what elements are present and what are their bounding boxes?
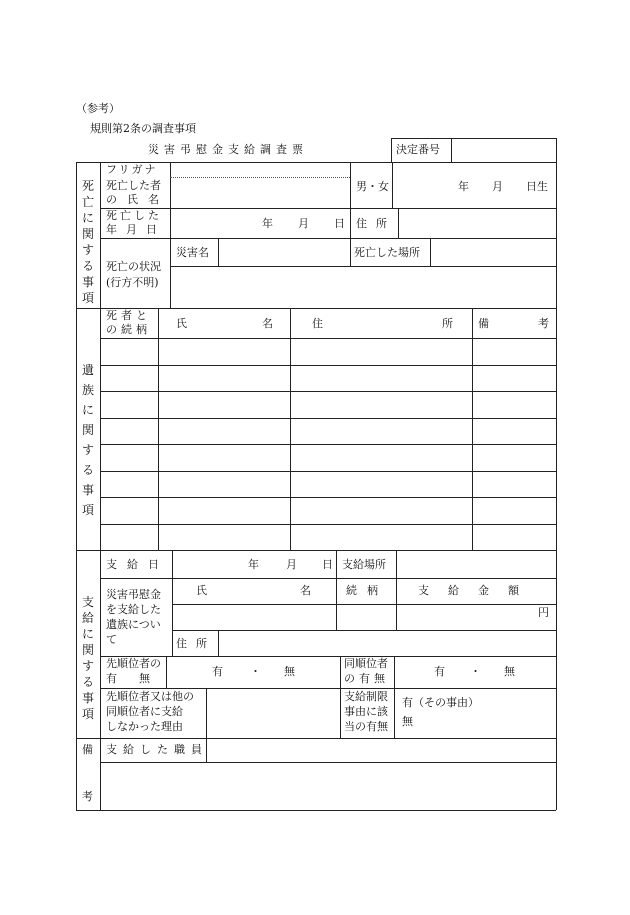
address-field[interactable] — [399, 209, 555, 237]
prior-no[interactable]: 無 — [284, 665, 295, 678]
remarks-field[interactable] — [101, 763, 555, 809]
reference-note: （参考） — [76, 102, 120, 115]
remarks-label-b: 考 — [82, 790, 93, 803]
birth-day-label: 日生 — [526, 180, 548, 193]
recipient-label: 災害弔慰金 — [106, 588, 161, 601]
same-rank-label-2: の有無 — [344, 672, 389, 685]
name-header-b: 名 — [262, 317, 273, 330]
recipient-address-label: 住所 — [176, 637, 216, 650]
recipient-name-b: 名 — [300, 584, 311, 597]
same-no[interactable]: 無 — [504, 665, 515, 678]
table-left — [76, 162, 77, 810]
remarks-header-a: 備 — [478, 317, 489, 330]
restriction-label: 支給制限 — [344, 690, 388, 703]
restriction-no[interactable]: 無 — [402, 715, 413, 728]
death-place-field[interactable] — [431, 239, 555, 265]
death-place-label: 死亡した場所 — [354, 246, 420, 259]
address-header-b: 所 — [442, 317, 453, 330]
disaster-name-label: 災害名 — [176, 246, 209, 259]
death-status-label-2: (行方不明) — [106, 276, 159, 289]
recipient-label-3: 遺族につい — [106, 618, 161, 631]
disaster-name-field[interactable] — [219, 239, 349, 265]
name-header-a: 氏 — [176, 317, 187, 330]
death-day-label: 日 — [334, 217, 345, 230]
death-status-label: 死亡の状況 — [106, 260, 161, 273]
relation-header: 死者と — [106, 309, 151, 322]
remarks-label-a: 備 — [82, 743, 93, 756]
rule-reference: 規則第2条の調査事項 — [90, 122, 196, 135]
death-month-label: 月 — [298, 217, 309, 230]
address-header-a: 住 — [312, 317, 323, 330]
payment-place-label: 支給場所 — [342, 558, 386, 571]
prior-yes[interactable]: 有 — [212, 665, 223, 678]
death-date-label-2: 年月日 — [106, 223, 166, 236]
sex-field[interactable]: 男・女 — [356, 180, 389, 193]
decision-number-field[interactable] — [452, 139, 555, 161]
staff-label: 支給した職員 — [106, 743, 208, 756]
relation-header-2: の続柄 — [106, 323, 151, 336]
payment-place-field[interactable] — [397, 551, 555, 577]
same-yes[interactable]: 有 — [434, 665, 445, 678]
restriction-label-2: 事由に該 — [344, 705, 388, 718]
non-payment-reason-label-2: 同順位者に支給 — [106, 705, 183, 718]
deceased-name-field[interactable] — [171, 163, 349, 207]
address-label: 住所 — [356, 217, 396, 230]
payment-month-label: 月 — [286, 558, 297, 571]
birth-year-label: 年 — [458, 180, 469, 193]
death-status-field[interactable] — [171, 267, 555, 307]
decision-number-label: 決定番号 — [396, 143, 440, 156]
yen-label: 円 — [538, 606, 549, 619]
death-date-label: 死亡した — [106, 209, 162, 222]
deceased-name-label: 死亡した者 — [106, 179, 161, 192]
death-year-label: 年 — [262, 217, 273, 230]
recipient-label-4: て — [106, 633, 117, 646]
non-payment-reason-label-3: しなかった理由 — [106, 720, 183, 733]
same-dot: ・ — [470, 665, 481, 678]
recipient-name-a: 氏 — [196, 584, 207, 597]
table-right — [556, 138, 557, 810]
family-section-label: 遺族に関する事項 — [81, 363, 94, 517]
recipient-relation-label: 続柄 — [346, 584, 388, 597]
payment-year-label: 年 — [248, 558, 259, 571]
payment-day-label: 日 — [322, 558, 333, 571]
death-section-label: 死亡に関する事項 — [81, 179, 94, 305]
prior-dot: ・ — [250, 665, 261, 678]
deceased-name-label-2: の氏名 — [106, 193, 169, 206]
non-payment-reason-field[interactable] — [207, 689, 339, 737]
prior-rank-label-2: 有無 — [106, 672, 172, 685]
recipient-address-field[interactable] — [219, 631, 555, 655]
restriction-label-3: 当の有無 — [344, 720, 388, 733]
payment-amount-label: 支給金額 — [418, 584, 538, 597]
furigana-label: フリガナ — [106, 163, 158, 176]
birth-month-label: 月 — [492, 180, 503, 193]
prior-rank-label: 先順位者の — [106, 657, 161, 670]
table-bottom — [76, 810, 556, 811]
staff-field[interactable] — [207, 739, 555, 761]
non-payment-reason-label: 先順位者又は他の — [106, 690, 194, 703]
payment-date-label: 支給日 — [106, 558, 169, 571]
remarks-header-b: 考 — [538, 317, 549, 330]
payment-section-label: 支給に関する事項 — [81, 595, 94, 721]
same-rank-label: 同順位者 — [344, 657, 388, 670]
restriction-yes[interactable]: 有（その事由） — [402, 696, 479, 709]
recipient-label-2: を支給した — [106, 603, 161, 616]
form-title: 災害弔慰金支給調査票 — [148, 143, 308, 156]
